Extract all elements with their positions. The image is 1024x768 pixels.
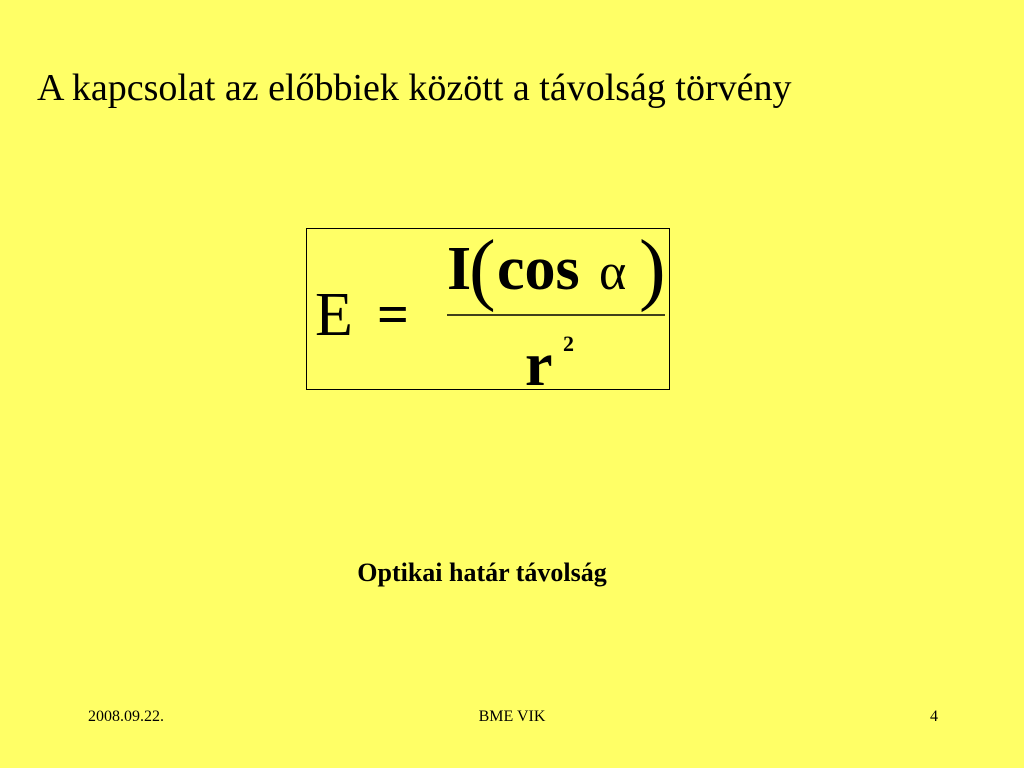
formula-equals: = — [377, 284, 409, 346]
formula-open-paren: ( — [469, 229, 496, 313]
footer-date: 2008.09.22. — [88, 708, 164, 725]
formula-alpha: α — [599, 244, 627, 301]
formula-close-paren: ) — [639, 229, 666, 313]
formula-intensity: I — [447, 235, 472, 303]
formula-lhs: E — [315, 281, 353, 349]
formula-cos: cos — [497, 235, 580, 303]
slide-title: A kapcsolat az előbbiek között a távolság törvény — [37, 67, 792, 109]
formula-exponent: 2 — [563, 331, 574, 356]
footer-page-number: 4 — [930, 708, 938, 725]
formula-r: r — [525, 331, 553, 389]
formula-caption: Optikai határ távolság — [357, 558, 607, 587]
formula-box — [306, 228, 670, 390]
formula-svg — [307, 229, 669, 389]
footer-organization: BME VIK — [478, 708, 546, 725]
